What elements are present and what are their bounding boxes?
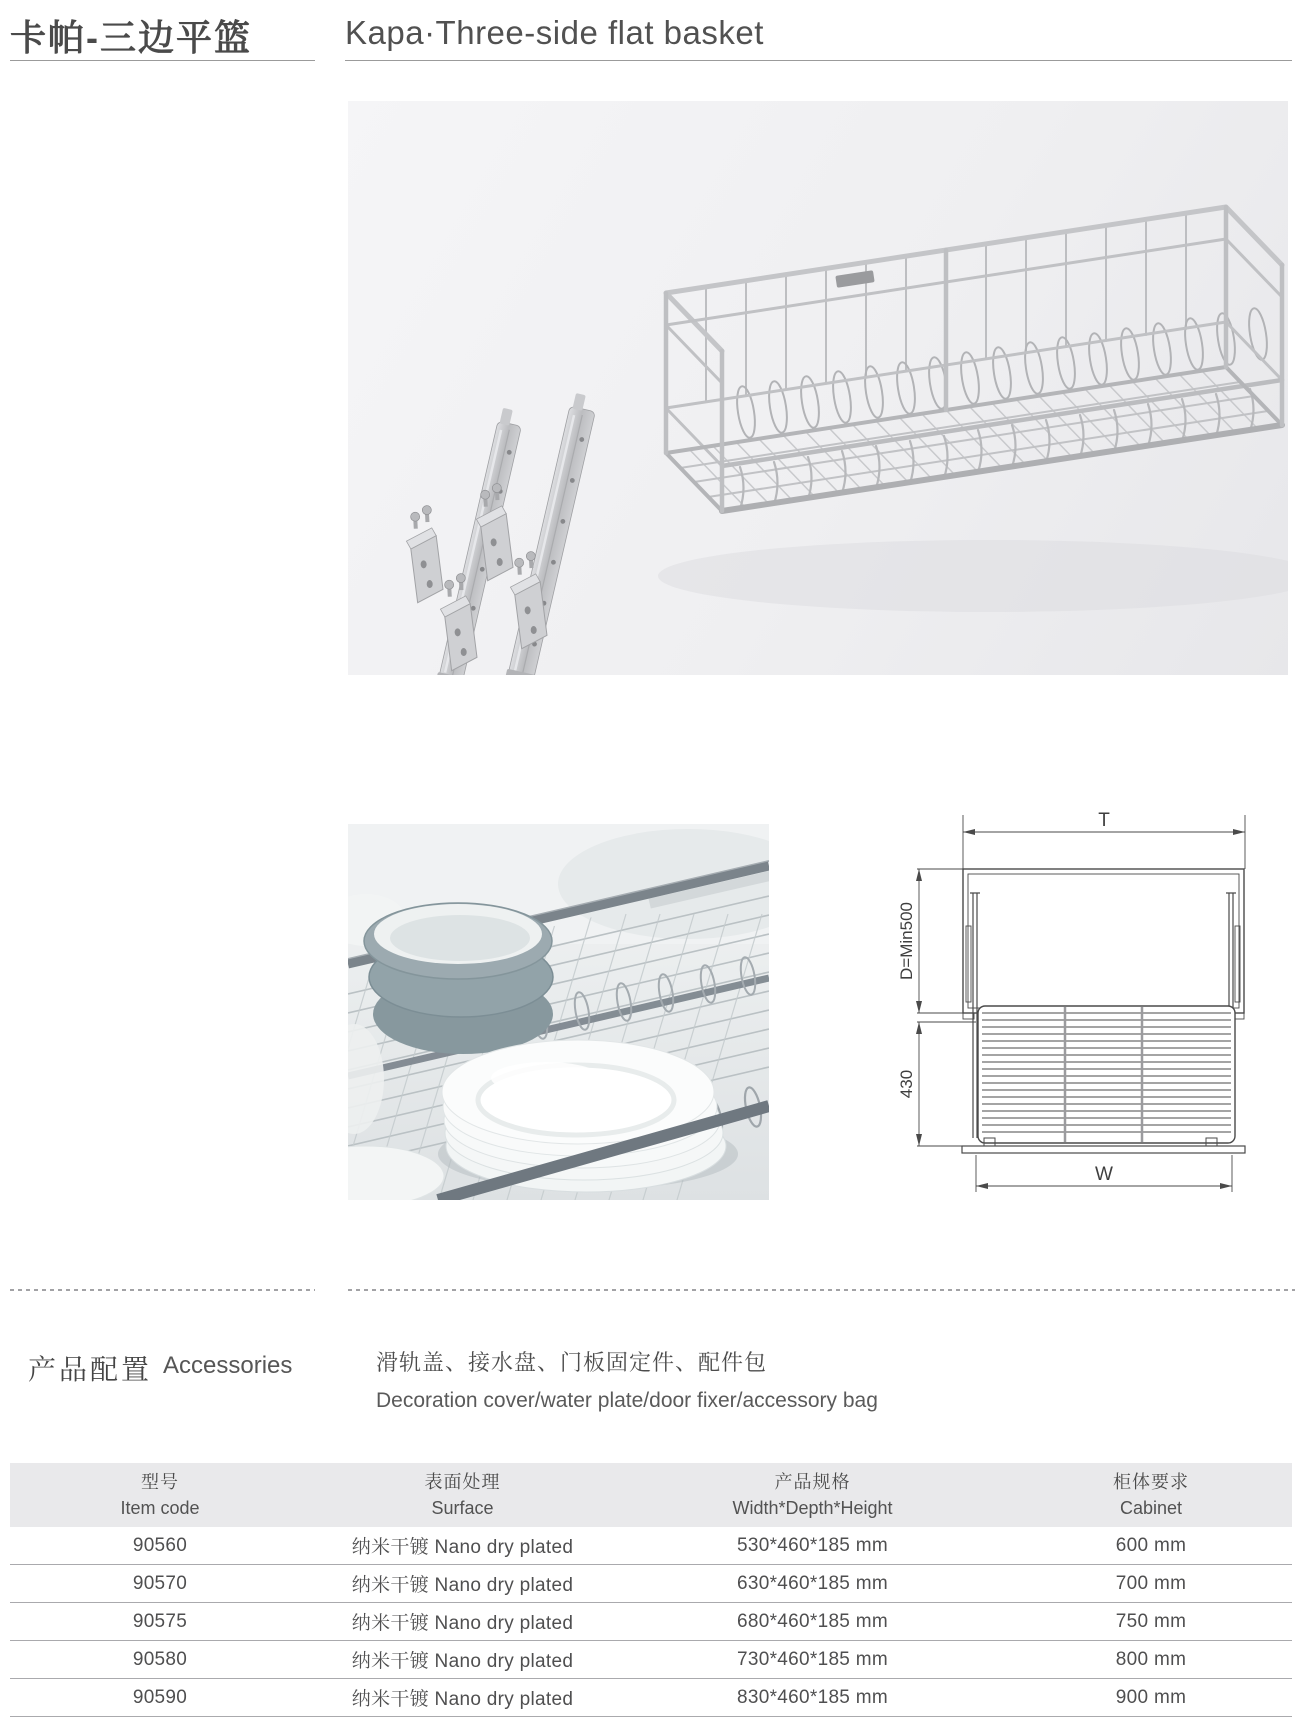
cell-item-code: 90580 <box>132 1648 188 1670</box>
column-header-surface: 表面处理 Surface <box>424 1471 501 1518</box>
dimension-drawing-svg <box>890 740 1292 1195</box>
cell-spec: 530*460*185 mm <box>736 1534 889 1556</box>
cell-surface: 纳米干镀 Nano dry plated <box>351 1613 574 1634</box>
dim-label-height: 430 <box>897 1069 916 1099</box>
cell-surface: 纳米干镀 Nano dry plated <box>351 1689 574 1710</box>
cell-item-code: 90575 <box>132 1610 188 1632</box>
cell-spec: 630*460*185 mm <box>736 1572 889 1594</box>
cell-item-code: 90590 <box>132 1686 188 1708</box>
title-rule-cn <box>10 60 315 61</box>
dashed-divider-right <box>348 1289 1295 1291</box>
wire-basket <box>666 207 1282 511</box>
cell-spec: 680*460*185 mm <box>736 1610 889 1632</box>
cell-surface: 纳米干镀 Nano dry plated <box>351 1537 574 1558</box>
cell-cabinet: 600 mm <box>1115 1534 1187 1556</box>
dimension-drawing <box>890 740 1292 1195</box>
accessories-desc-en: Decoration cover/water plate/door fixer/accessory bag <box>376 1389 878 1412</box>
lifestyle-photo <box>348 824 769 1200</box>
table-header-row <box>10 1463 1292 1527</box>
main-product-image <box>348 101 1288 675</box>
dim-label-t: T <box>1098 810 1110 831</box>
table-row <box>10 1565 1292 1603</box>
cell-cabinet: 900 mm <box>1115 1686 1187 1708</box>
cell-surface: 纳米干镀 Nano dry plated <box>351 1575 574 1596</box>
column-header-item-code: 型号 Item code <box>120 1471 200 1518</box>
table-row <box>10 1603 1292 1641</box>
accessories-desc-cn: 滑轨盖、接水盘、门板固定件、配件包 <box>376 1350 768 1375</box>
table-row <box>10 1527 1292 1565</box>
page-title-en: Kapa·Three-side flat basket <box>345 14 764 51</box>
table-row <box>10 1679 1292 1717</box>
brand-plate <box>835 270 874 288</box>
spec-table <box>10 1463 1292 1717</box>
table-row <box>10 1641 1292 1679</box>
cell-cabinet: 750 mm <box>1115 1610 1187 1632</box>
dashed-divider-left <box>10 1289 315 1291</box>
section-heading-cn: 产品配置 <box>28 1354 153 1385</box>
lifestyle-photo-illustration <box>348 824 769 1200</box>
dim-label-width: W <box>1095 1164 1113 1185</box>
cell-cabinet: 800 mm <box>1115 1648 1187 1670</box>
section-heading-en: Accessories <box>163 1352 293 1379</box>
page-title-cn: 卡帕-三边平篮 <box>10 17 252 58</box>
column-header-spec: 产品规格 Width*Depth*Height <box>732 1471 893 1518</box>
cell-spec: 830*460*185 mm <box>736 1686 889 1708</box>
cell-spec: 730*460*185 mm <box>736 1648 889 1670</box>
cell-surface: 纳米干镀 Nano dry plated <box>351 1651 574 1672</box>
product-illustration <box>348 101 1288 675</box>
accessories-description <box>376 1346 878 1413</box>
cell-item-code: 90570 <box>132 1572 188 1594</box>
column-header-cabinet: 柜体要求 Cabinet <box>1113 1471 1189 1518</box>
cell-cabinet: 700 mm <box>1115 1572 1187 1594</box>
cell-item-code: 90560 <box>132 1534 188 1556</box>
title-rule-en <box>345 60 1292 61</box>
dim-label-depth: D=Min500 <box>897 902 916 980</box>
basket-shadow <box>658 540 1288 612</box>
